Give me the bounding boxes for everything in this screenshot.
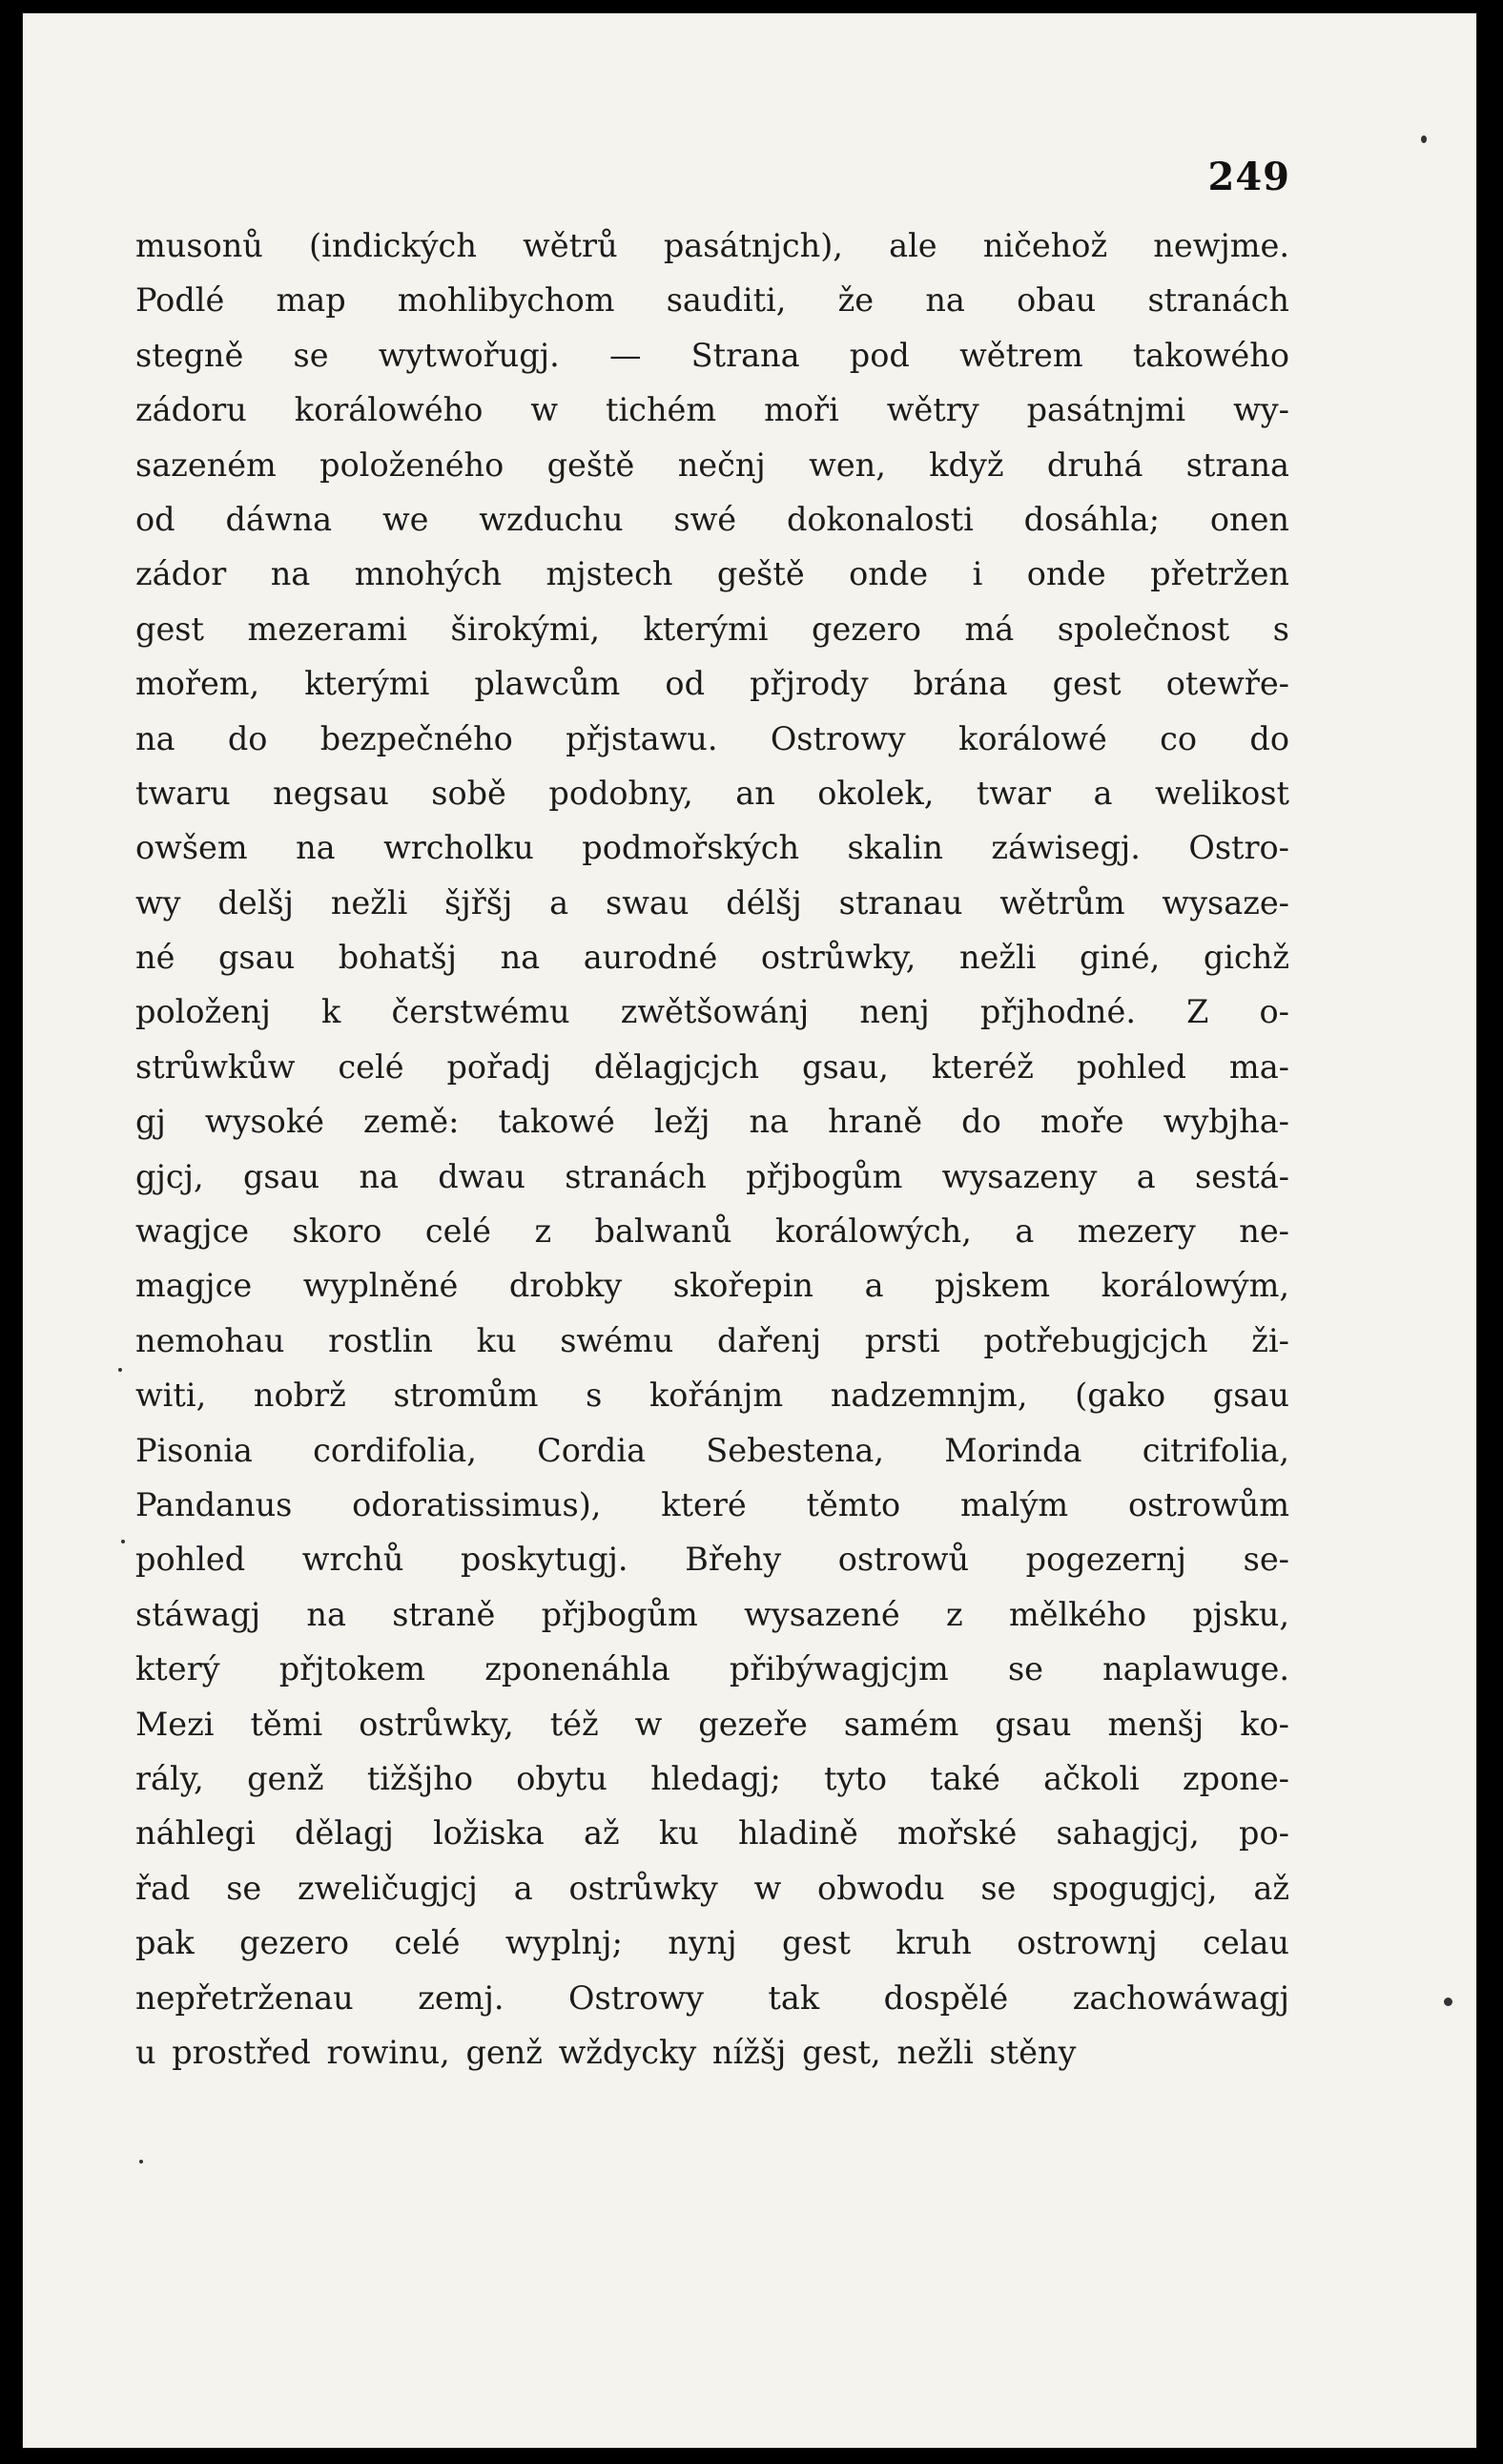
text-line: witi, nobrž stromům s kořánjm nadzemnjm, (gako gsau [135, 1377, 1289, 1415]
speck [118, 1368, 122, 1372]
text-line: nemohau rostlin ku swému dařenj prsti potřebugjcjch ži- [135, 1321, 1289, 1359]
text-line: pak gezero celé wyplnj; nynj gest kruh ostrownj celau [135, 1924, 1289, 1962]
text-line: gest mezerami širokými, kterými gezero má společnost s [135, 610, 1289, 648]
text-line: řad se zweličugjcj a ostrůwky w obwodu se spogugjcj, až [135, 1869, 1289, 1907]
text-line: od dáwna we wzduchu swé dokonalosti dosáhla; onen [135, 500, 1289, 538]
speck [1444, 1998, 1452, 2006]
text-line: na do bezpečného přjstawu. Ostrowy korálowé co do [135, 719, 1289, 757]
speck [139, 2160, 143, 2164]
text-line: sazeném položeného geště nečnj wen, když druhá strana [135, 445, 1289, 484]
text-line: rály, genž tižšjho obytu hledagj; tyto také ačkoli zpone- [135, 1759, 1289, 1797]
text-line: položenj k čerstwému zwětšowánj nenj přjhodné. Z o- [135, 993, 1289, 1031]
text-line: twaru negsau sobě podobny, an okolek, twar a welikost [135, 774, 1289, 812]
page-number: 249 [1207, 155, 1290, 199]
text-line: magjce wyplněné drobky skořepin a pjskem korálowým, [135, 1267, 1289, 1305]
text-line: Mezi těmi ostrůwky, též w gezeře samém gsau menšj ko- [135, 1705, 1289, 1743]
text-line: zádor na mnohých mjstech geště onde i onde přetržen [135, 555, 1289, 593]
text-line: gj wysoké země: takowé ležj na hraně do moře wybjha- [135, 1103, 1289, 1141]
text-line: mořem, kterými plawcům od přjrody brána gest otewře- [135, 665, 1289, 703]
text-line: stáwagj na straně přjbogům wysazené z mělkého pjsku, [135, 1595, 1289, 1633]
text-line: wy delšj nežli šjřšj a swau délšj stranau wětrům wysaze- [135, 883, 1289, 921]
text-line: wagjce skoro celé z balwanů korálowých, a mezery ne- [135, 1212, 1289, 1251]
text-line: pohled wrchů poskytugj. Břehy ostrowů pogezernj se- [135, 1541, 1289, 1579]
text-line: Podlé map mohlibychom sauditi, že na obau stranách [135, 281, 1289, 320]
text-line: nepřetrženau zemj. Ostrowy tak dospělé zachowáwagj [135, 1978, 1289, 2017]
text-line: musonů (indických wětrů pasátnjch), ale ničehož newjme. [135, 227, 1289, 264]
text-line: u prostřed rowinu, genž wždycky nížšj gest, nežli stěny [135, 2033, 1077, 2071]
speck [1421, 135, 1427, 143]
text-line: zádoru korálowého w tichém moři wětry pasátnjmi wy- [135, 391, 1289, 429]
text-line: gjcj, gsau na dwau stranách přjbogům wysazeny a sestá- [135, 1157, 1289, 1195]
text-line: Pisonia cordifolia, Cordia Sebestena, Morinda citrifolia, [135, 1431, 1289, 1469]
text-line: strůwkůw celé pořadj dělagjcjch gsau, kteréž pohled ma- [135, 1047, 1289, 1086]
text-line: owšem na wrcholku podmořských skalin záwisegj. Ostro- [135, 829, 1289, 867]
text-line: Pandanus odoratissimus), které těmto malým ostrowům [135, 1485, 1289, 1523]
text-line: né gsau bohatšj na aurodné ostrůwky, nežli giné, gichž [135, 939, 1289, 977]
speck [121, 1540, 125, 1543]
book-page [23, 13, 1476, 2448]
text-line: který přjtokem zponenáhla přibýwagjcjm se naplawuge. [135, 1650, 1289, 1688]
body-text [135, 218, 1289, 2080]
text-line: stegně se wytwořugj. — Strana pod wětrem takowého [135, 336, 1289, 374]
text-line: náhlegi dělagj ložiska až ku hladině mořské sahagjcj, po- [135, 1814, 1289, 1853]
